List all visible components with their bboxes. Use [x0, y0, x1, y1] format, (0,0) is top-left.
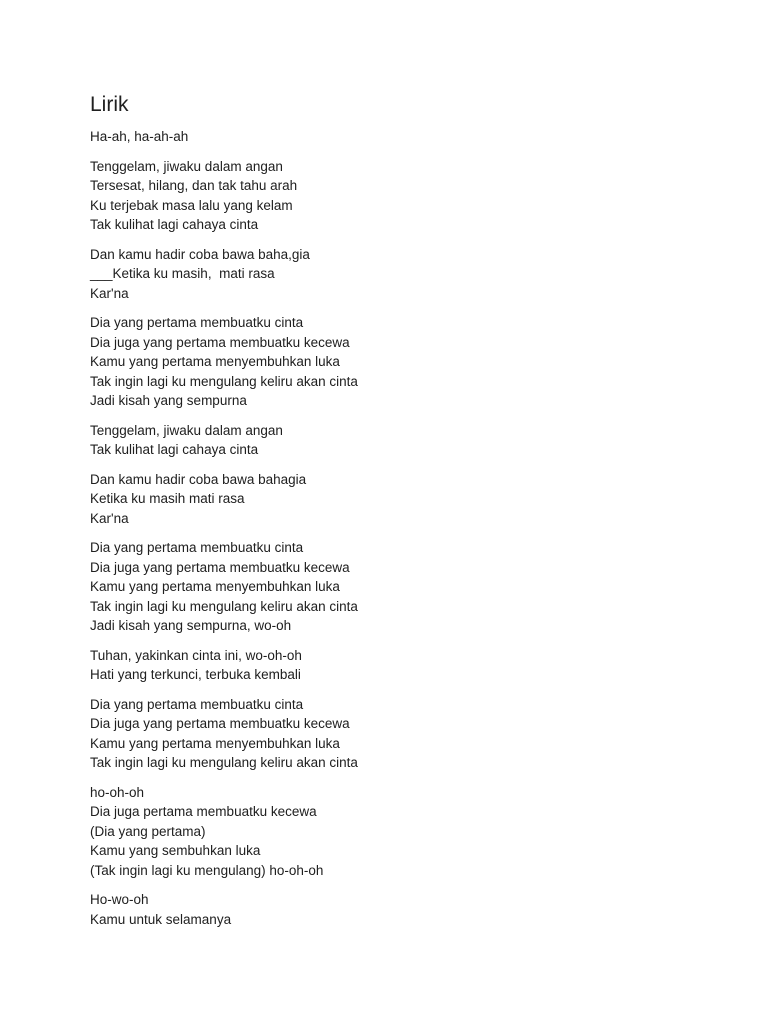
- lyric-line: Dia yang pertama membuatku cinta: [90, 315, 304, 330]
- lyric-line: Jadi kisah yang sempurna: [90, 393, 247, 408]
- lyric-line: Tak ingin lagi ku mengulang keliru akan cinta: [90, 598, 358, 614]
- lyric-line: Ha-ah, ha-ah-ah: [90, 129, 189, 144]
- document-title: Lirik: [90, 93, 129, 116]
- lyric-line: Jadi kisah yang sempurna, wo-oh: [90, 618, 292, 633]
- lyric-line: Tersesat, hilang, dan tak tahu arah: [90, 178, 298, 193]
- lyric-line: Ku terjebak masa lalu yang kelam: [90, 197, 293, 213]
- lyric-line: Dia juga pertama membuatku kecewa: [90, 804, 317, 819]
- lyric-line: Kamu yang pertama menyembuhkan luka: [90, 735, 340, 751]
- lyric-stanza: [90, 127, 730, 147]
- lyric-line: Dia juga yang pertama membuatku kecewa: [90, 334, 350, 350]
- lyric-line: Ketika ku masih mati rasa: [90, 491, 245, 506]
- lyric-stanza: [90, 695, 730, 773]
- lyrics-body: [90, 127, 730, 929]
- lyric-line: Tenggelam, jiwaku dalam angan: [90, 158, 283, 174]
- lyric-line: Dia yang pertama membuatku cinta: [90, 696, 304, 712]
- lyric-line: ho-oh-oh: [90, 784, 145, 800]
- lyric-line: Dan kamu hadir coba bawa baha,gia: [90, 246, 310, 262]
- lyric-stanza: [90, 646, 730, 685]
- lyric-line: Tak ingin lagi ku mengulang keliru akan cinta: [90, 373, 358, 389]
- lyric-line: Kamu yang pertama menyembuhkan luka: [90, 354, 340, 369]
- lyric-stanza: [90, 890, 730, 929]
- lyric-stanza: [90, 783, 730, 881]
- lyric-stanza: [90, 470, 730, 529]
- lyric-line: Dia juga yang pertama membuatku kecewa: [90, 559, 350, 575]
- lyric-line: Kamu untuk selamanya: [90, 911, 232, 927]
- lyric-line: Kar'na: [90, 510, 129, 526]
- lyric-line: (Tak ingin lagi ku mengulang) ho-oh-oh: [90, 862, 324, 878]
- lyric-line: Ho-wo-oh: [90, 892, 149, 907]
- lyric-line: Dan kamu hadir coba bawa bahagia: [90, 471, 307, 487]
- lyric-line: Tak kulihat lagi cahaya cinta: [90, 442, 259, 457]
- lyric-line: Kamu yang pertama menyembuhkan luka: [90, 579, 340, 594]
- lyric-line: Tenggelam, jiwaku dalam angan: [90, 422, 283, 438]
- lyric-line: Dia juga yang pertama membuatku kecewa: [90, 716, 350, 731]
- lyric-line: Hati yang terkunci, terbuka kembali: [90, 667, 301, 682]
- lyric-line: Tuhan, yakinkan cinta ini, wo-oh-oh: [90, 647, 302, 663]
- lyric-stanza: [90, 313, 730, 411]
- lyric-stanza: [90, 245, 730, 304]
- lyric-line: Dia yang pertama membuatku cinta: [90, 540, 304, 555]
- lyric-stanza: [90, 538, 730, 636]
- lyric-line: ___Ketika ku masih, mati rasa: [90, 266, 275, 281]
- lyric-line: Tak ingin lagi ku mengulang keliru akan cinta: [90, 755, 358, 770]
- lyric-stanza: [90, 421, 730, 460]
- lyric-line: Kamu yang sembuhkan luka: [90, 843, 261, 858]
- lyric-line: Kar'na: [90, 285, 129, 301]
- lyric-line: Tak kulihat lagi cahaya cinta: [90, 217, 259, 232]
- lyric-stanza: [90, 157, 730, 235]
- lyric-line: (Dia yang pertama): [90, 823, 206, 839]
- lyrics-document: [90, 92, 730, 939]
